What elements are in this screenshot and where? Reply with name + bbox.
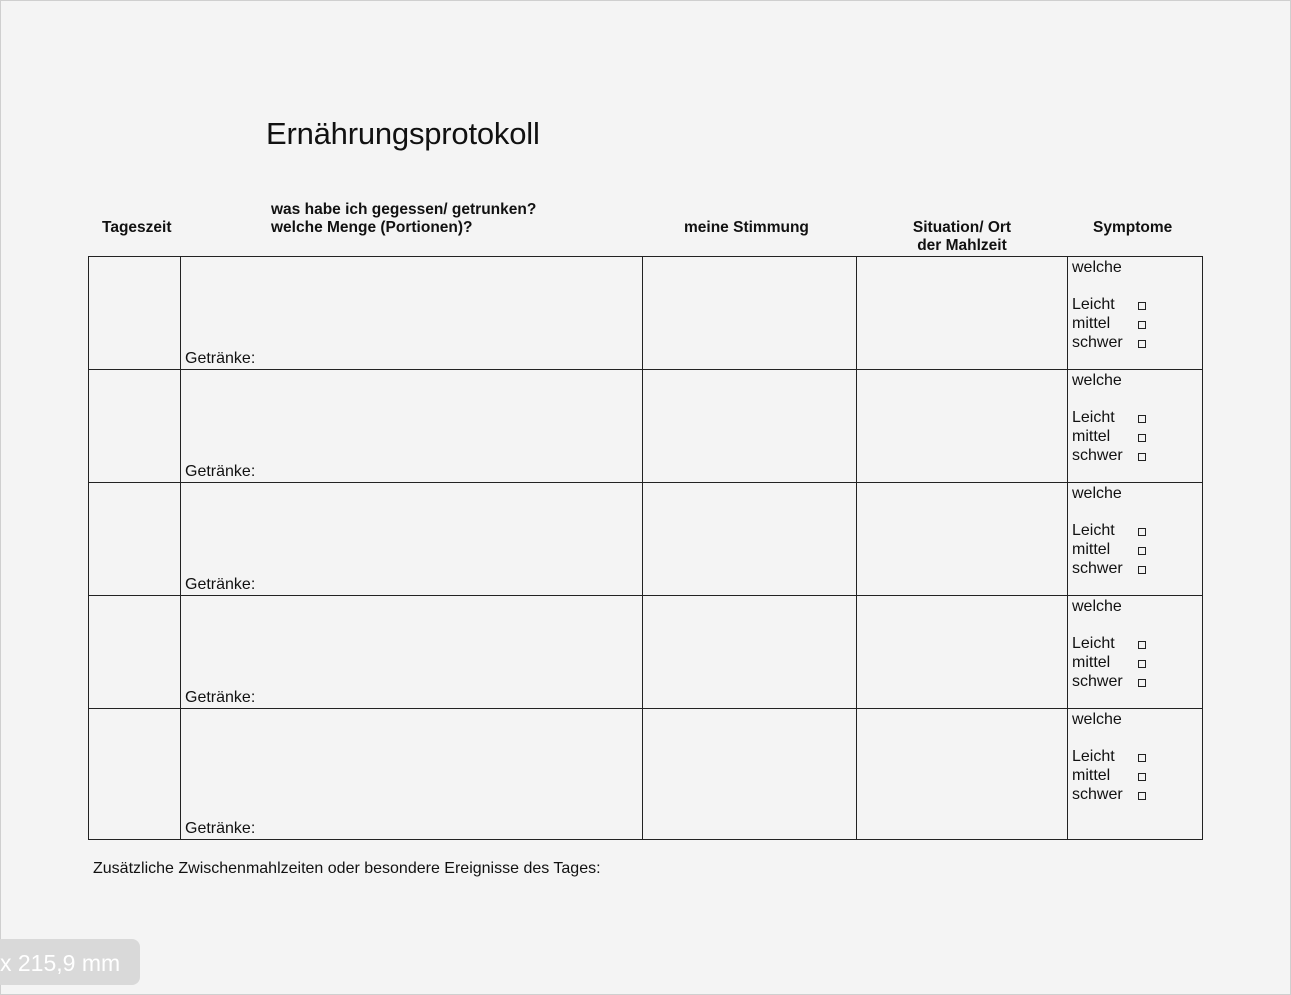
checkbox[interactable]: [1138, 453, 1146, 461]
drinks-label: Getränke:: [185, 689, 256, 706]
severity-label: mittel: [1072, 654, 1111, 671]
severity-option: [1072, 766, 1202, 785]
severity-option: [1072, 653, 1202, 672]
checkbox[interactable]: [1138, 641, 1146, 649]
situation-cell[interactable]: [857, 483, 1068, 596]
checkbox[interactable]: [1138, 321, 1146, 329]
situation-cell[interactable]: [857, 370, 1068, 483]
situation-cell[interactable]: [857, 257, 1068, 370]
symptom-prompt: welche: [1072, 259, 1122, 276]
checkbox[interactable]: [1138, 434, 1146, 442]
severity-option: [1072, 427, 1202, 446]
time-cell[interactable]: [89, 596, 181, 709]
checkbox[interactable]: [1138, 679, 1146, 687]
severity-label: Leicht: [1072, 522, 1115, 539]
header-mood: meine Stimmung: [684, 219, 809, 236]
table-row: [89, 257, 1203, 370]
situation-cell[interactable]: [857, 709, 1068, 840]
checkbox[interactable]: [1138, 773, 1146, 781]
header-food-line2: welche Menge (Portionen)?: [271, 219, 473, 236]
severity-option: [1072, 634, 1202, 653]
mood-cell[interactable]: [643, 596, 857, 709]
checkbox[interactable]: [1138, 754, 1146, 762]
symptom-prompt: welche: [1072, 598, 1122, 615]
header-situation-line1: Situation/ Ort: [912, 219, 1012, 236]
food-cell[interactable]: [181, 709, 643, 840]
food-cell[interactable]: [181, 257, 643, 370]
situation-cell[interactable]: [857, 596, 1068, 709]
checkbox[interactable]: [1138, 302, 1146, 310]
severity-label: schwer: [1072, 447, 1123, 464]
symptoms-cell: [1068, 596, 1203, 709]
table-row: [89, 483, 1203, 596]
checkbox[interactable]: [1138, 547, 1146, 555]
header-situation: [900, 219, 1024, 255]
checkbox[interactable]: [1138, 528, 1146, 536]
severity-label: Leicht: [1072, 409, 1115, 426]
checkbox[interactable]: [1138, 792, 1146, 800]
severity-label: schwer: [1072, 786, 1123, 803]
mood-cell[interactable]: [643, 257, 857, 370]
severity-option: [1072, 521, 1202, 540]
protocol-table: [88, 256, 1203, 840]
symptoms-cell: [1068, 709, 1203, 840]
header-food: [271, 201, 536, 237]
footer-note: Zusätzliche Zwischenmahlzeiten oder besondere Ereignisse des Tages:: [93, 860, 601, 877]
time-cell[interactable]: [89, 370, 181, 483]
checkbox[interactable]: [1138, 566, 1146, 574]
severity-label: mittel: [1072, 428, 1111, 445]
checkbox[interactable]: [1138, 415, 1146, 423]
time-cell[interactable]: [89, 709, 181, 840]
mood-cell[interactable]: [643, 483, 857, 596]
symptoms-cell: [1068, 483, 1203, 596]
header-symptoms: Symptome: [1093, 219, 1173, 236]
checkbox[interactable]: [1138, 340, 1146, 348]
table-row: [89, 596, 1203, 709]
symptom-prompt: welche: [1072, 711, 1122, 728]
food-cell[interactable]: [181, 370, 643, 483]
symptoms-cell: [1068, 370, 1203, 483]
header-food-line1: was habe ich gegessen/ getrunken?: [271, 201, 537, 218]
severity-option: [1072, 672, 1202, 691]
food-cell[interactable]: [181, 483, 643, 596]
drinks-label: Getränke:: [185, 576, 256, 593]
header-tageszeit: Tageszeit: [102, 219, 172, 236]
table-row: [89, 709, 1203, 840]
header-situation-line2: der Mahlzeit: [917, 237, 1007, 254]
severity-option: [1072, 408, 1202, 427]
severity-label: schwer: [1072, 560, 1123, 577]
severity-option: [1072, 314, 1202, 333]
time-cell[interactable]: [89, 257, 181, 370]
severity-label: mittel: [1072, 541, 1111, 558]
drinks-label: Getränke:: [185, 350, 256, 367]
severity-label: mittel: [1072, 767, 1111, 784]
severity-label: schwer: [1072, 334, 1123, 351]
severity-option: [1072, 540, 1202, 559]
mood-cell[interactable]: [643, 709, 857, 840]
symptom-prompt: welche: [1072, 485, 1122, 502]
severity-label: Leicht: [1072, 296, 1115, 313]
severity-option: [1072, 747, 1202, 766]
mood-cell[interactable]: [643, 370, 857, 483]
severity-label: Leicht: [1072, 748, 1115, 765]
severity-option: [1072, 295, 1202, 314]
severity-label: mittel: [1072, 315, 1111, 332]
severity-option: [1072, 559, 1202, 578]
severity-option: [1072, 446, 1202, 465]
severity-label: Leicht: [1072, 635, 1115, 652]
severity-label: schwer: [1072, 673, 1123, 690]
symptom-prompt: welche: [1072, 372, 1122, 389]
food-cell[interactable]: [181, 596, 643, 709]
time-cell[interactable]: [89, 483, 181, 596]
severity-option: [1072, 333, 1202, 352]
symptoms-cell: [1068, 257, 1203, 370]
page-size-badge: x 215,9 mm: [0, 939, 140, 985]
severity-option: [1072, 785, 1202, 804]
drinks-label: Getränke:: [185, 463, 256, 480]
drinks-label: Getränke:: [185, 820, 256, 837]
table-row: [89, 370, 1203, 483]
checkbox[interactable]: [1138, 660, 1146, 668]
document-title: Ernährungsprotokoll: [266, 116, 540, 151]
